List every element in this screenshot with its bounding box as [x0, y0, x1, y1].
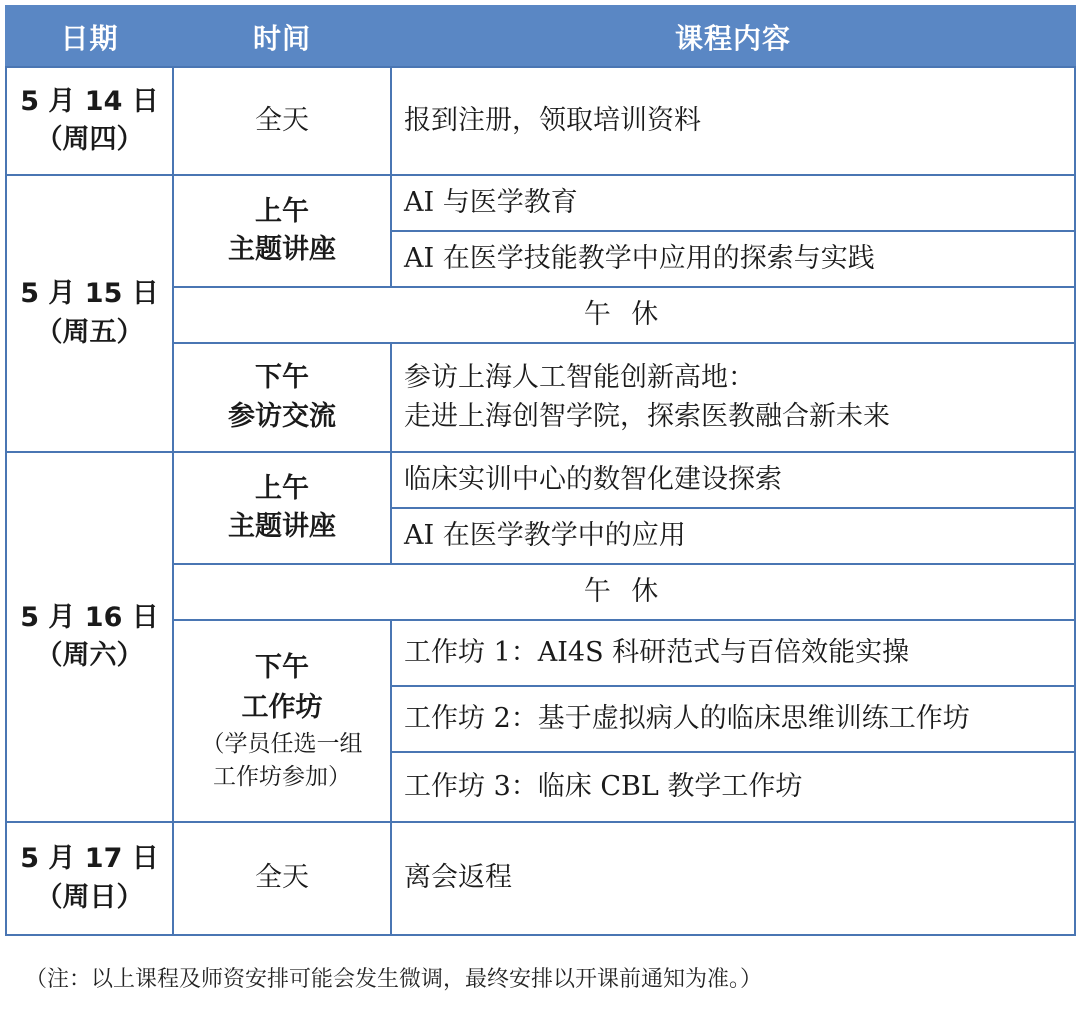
- weekday-label: （周日）: [35, 881, 144, 913]
- time-topic: 主题讲座: [228, 511, 336, 542]
- lunch-break-cell: [173, 287, 1075, 343]
- content-line: 参访上海人工智能创新高地：: [404, 362, 755, 394]
- time-period: 上午: [255, 472, 309, 504]
- time-cell-afternoon: [173, 620, 391, 822]
- content-cell: AI 在医学技能教学中应用的探索与实践: [391, 231, 1075, 287]
- header-content: 课程内容: [391, 6, 1075, 67]
- date-cell-may16: [6, 452, 173, 822]
- time-topic: 参访交流: [228, 400, 336, 432]
- date-cell-may17: [6, 822, 173, 935]
- header-date: 日期: [6, 6, 173, 67]
- content-cell: 报到注册，领取培训资料: [391, 67, 1075, 175]
- table-row: [6, 452, 1075, 508]
- time-period: 下午: [255, 362, 309, 394]
- header-time: 时间: [173, 6, 391, 67]
- time-cell: 全天: [173, 822, 391, 935]
- content-cell: AI 在医学教学中的应用: [391, 508, 1075, 564]
- time-period: 上午: [255, 195, 309, 227]
- table-row: [6, 67, 1075, 175]
- table-row: [6, 175, 1075, 231]
- content-cell: 工作坊 1：AI4S 科研范式与百倍效能实操: [391, 620, 1075, 686]
- table-row: [6, 822, 1075, 935]
- content-cell: 工作坊 3：临床 CBL 教学工作坊: [391, 752, 1075, 822]
- header-row: [6, 6, 1075, 67]
- lunch-break-label: 午 休: [583, 575, 665, 607]
- time-note: （学员任选一组: [201, 730, 363, 757]
- content-cell: 离会返程: [391, 822, 1075, 935]
- time-note: 工作坊参加）: [213, 763, 351, 790]
- footnote: （注：以上课程及师资安排可能会发生微调，最终安排以开课前通知为准。）: [25, 967, 763, 992]
- time-cell: 全天: [173, 67, 391, 175]
- content-line: 走进上海创智学院，探索医教融合新未来: [404, 400, 890, 432]
- weekday-label: （周五）: [35, 316, 144, 348]
- time-topic: 工作坊: [241, 691, 323, 723]
- date-cell-may14: [6, 67, 173, 175]
- date-cell-may15: [6, 175, 173, 452]
- weekday-label: （周四）: [35, 124, 144, 155]
- content-cell: 临床实训中心的数智化建设探索: [391, 452, 1075, 508]
- schedule-table: [5, 5, 1076, 936]
- time-cell-morning: [173, 175, 391, 287]
- date-label: 5 月 16 日: [20, 601, 159, 633]
- time-cell-afternoon: [173, 343, 391, 452]
- content-cell: AI 与医学教育: [391, 175, 1075, 231]
- content-cell: 工作坊 2：基于虚拟病人的临床思维训练工作坊: [391, 686, 1075, 752]
- time-cell-morning: [173, 452, 391, 564]
- content-cell: [391, 343, 1075, 452]
- lunch-break-label: 午 休: [583, 298, 665, 330]
- weekday-label: （周六）: [35, 640, 144, 671]
- time-period: 下午: [255, 651, 309, 683]
- time-topic: 主题讲座: [228, 234, 336, 265]
- date-label: 5 月 14 日: [20, 85, 159, 117]
- date-label: 5 月 15 日: [20, 278, 159, 310]
- lunch-break-cell: [173, 564, 1075, 620]
- date-label: 5 月 17 日: [20, 843, 159, 875]
